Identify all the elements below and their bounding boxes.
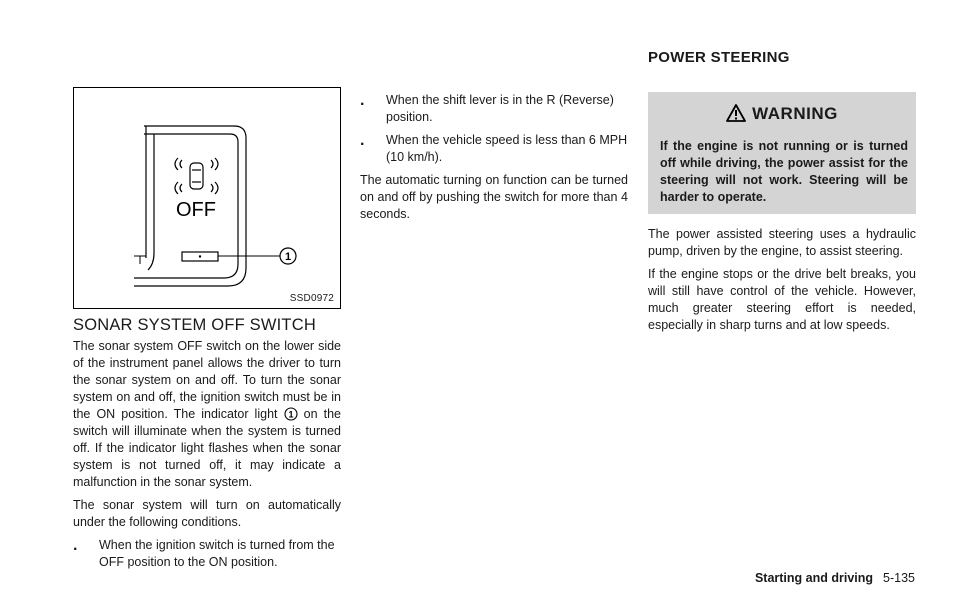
footer-section: Starting and driving <box>754 571 874 585</box>
switch-illustration <box>73 87 341 309</box>
bullet-dot: . <box>73 537 78 554</box>
left-column <box>73 338 341 571</box>
power-steering-paragraph-1: The power assisted steering uses a hydraulic pump, driven by the engine, to assist steering. <box>648 227 916 258</box>
svg-text:1: 1 <box>288 409 294 420</box>
callout-number: 1 <box>284 251 292 263</box>
warning-label: WARNING <box>752 104 838 123</box>
warning-box <box>648 92 916 214</box>
bullet-dot: . <box>360 132 365 149</box>
sonar-paragraph-1 <box>73 338 341 491</box>
bullet-text: When the ignition switch is turned from the OFF position to the ON position. <box>99 538 335 569</box>
power-steering-title: POWER STEERING <box>648 49 790 66</box>
condition-bullet-2 <box>360 92 628 126</box>
power-steering-paragraph-2: If the engine stops or the drive belt breaks, you will still have control of the vehicle. However, much greater steering effort is needed, especially in sharp turns and at low speeds. <box>648 267 916 332</box>
warning-heading <box>648 104 916 124</box>
sonar-paragraph-1b: on the switch will illuminate when the system is turned off. If the indicator light flashes when the sonar system is not turned off, it may indicate a malfunction in the sonar system. <box>73 407 341 489</box>
condition-bullet-1 <box>73 537 341 571</box>
bullet-text: When the shift lever is in the R (Reverse) position. <box>386 93 614 124</box>
sonar-car-icon <box>175 158 218 194</box>
sonar-paragraph-2: The sonar system will turn on automatically under the following conditions. <box>73 498 341 529</box>
page-number: 5-135 <box>883 571 915 585</box>
right-column <box>648 226 916 334</box>
off-label: OFF <box>176 199 216 221</box>
callout-1-icon <box>284 407 298 421</box>
bullet-text: When the vehicle speed is less than 6 MPH (10 km/h). <box>386 133 628 164</box>
sonar-paragraph-1a: The sonar system OFF switch on the lower side of the instrument panel allows the driver to turn the sonar system on and off. To turn the sonar system on and off, the ignition switch must be in the ON position. The indicator light <box>73 339 341 421</box>
sonar-switch-drawing <box>74 88 342 310</box>
middle-column <box>360 92 628 223</box>
bullet-dot: . <box>360 92 365 109</box>
page-footer <box>755 571 915 585</box>
condition-bullet-3 <box>360 132 628 166</box>
warning-text: If the engine is not running or is turned off while driving, the power assist for the steering will not work. Steering will be harder to operate. <box>660 139 908 204</box>
warning-triangle-icon <box>726 104 746 122</box>
figure-code: SSD0972 <box>289 293 334 304</box>
sonar-section-title: SONAR SYSTEM OFF SWITCH <box>73 316 316 334</box>
auto-on-paragraph: The automatic turning on function can be turned on and off by pushing the switch for more than 4 seconds. <box>360 173 628 221</box>
